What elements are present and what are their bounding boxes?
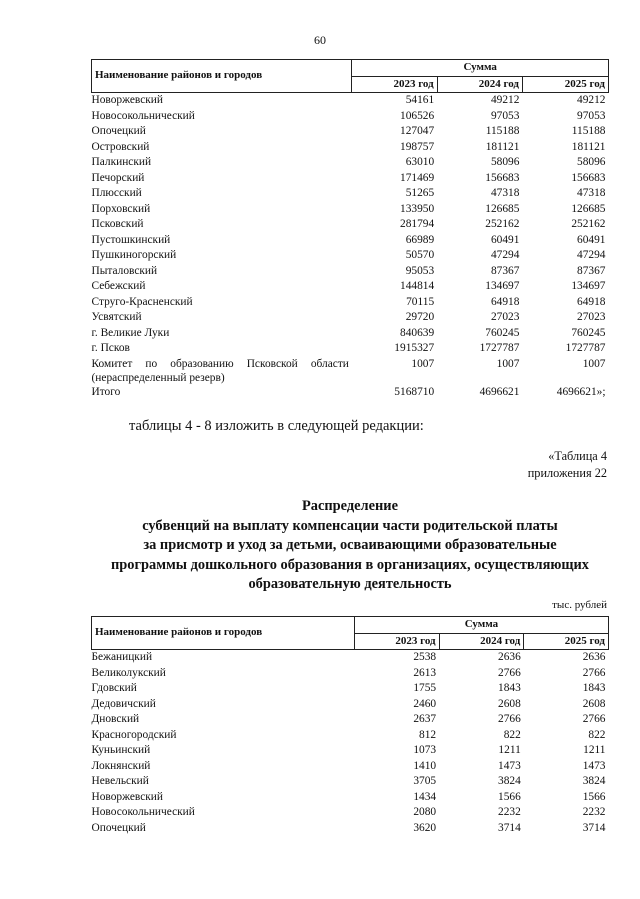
value-2024: 126685 [485,202,520,215]
committee-line2: (нераспределенный резерв) [91,371,225,384]
units-label: тыс. рублей [552,599,607,611]
table-row [92,326,609,342]
table-row [92,140,609,156]
value-2025: 1727787 [565,342,606,354]
table-row [92,217,609,233]
value-2025: 2608 [582,697,606,710]
value-2025: 47318 [577,187,606,199]
row-name: Усвятский [91,311,142,323]
table-row [92,264,609,280]
row-name: Плюсский [91,187,142,199]
total-label: Итого [91,385,121,398]
table-reference-line2: приложения 22 [527,466,607,480]
value-2025: 49212 [577,94,606,106]
value-2025: 2232 [582,806,606,818]
table-row [92,650,609,666]
header-year-2023: 2023 год [352,76,437,93]
value-2025: 1007 [582,357,606,370]
value-2023: 2460 [413,697,437,710]
row-name: Островский [91,140,150,153]
value-2024: 115188 [485,125,520,137]
total-2023: 5168710 [394,385,435,398]
table-row [92,248,609,264]
row-name: Опочецкий [91,125,146,137]
value-2025: 1566 [582,790,606,803]
value-2023: 106526 [400,109,435,122]
row-name: Куньинский [91,744,151,756]
value-2024: 2766 [498,666,521,679]
table-row [92,186,609,202]
value-2023: 70115 [406,295,435,308]
value-2025: 126685 [571,202,606,215]
value-2025: 58096 [577,156,606,168]
value-2024: 1473 [498,759,521,772]
value-2024: 760245 [485,326,520,339]
value-2023: 3620 [413,821,437,834]
value-2023: 133950 [400,202,435,215]
value-2025: 252162 [571,218,606,230]
value-2023: 198757 [400,140,435,153]
value-2023: 3705 [413,775,437,787]
table-reference-line1: «Таблица 4 [548,449,607,463]
row-name: Новоржевский [91,790,163,803]
row-name: Пустошкинский [91,233,171,246]
table-subventions-continued [91,59,609,400]
header-year-2025: 2025 год [522,76,608,93]
value-2025: 3824 [582,775,606,787]
title-line: программы дошкольного образования в организациях, осуществляющих [110,556,590,573]
value-2023: 51265 [405,187,435,199]
row-name: Невельский [91,775,149,787]
value-2024: 2232 [498,806,521,818]
table-row [92,155,609,171]
table-row [92,93,609,109]
value-2024: 252162 [485,218,520,230]
value-2023: 1915327 [394,342,435,354]
value-2023: 50570 [405,249,435,261]
value-2024: 27023 [490,311,520,323]
value-2024: 2608 [498,697,521,710]
value-2023: 281794 [400,218,435,230]
title-line: за присмотр и уход за детьми, осваивающими образовательные [143,537,557,553]
title-line: образовательную деятельность [248,576,452,592]
table-row [92,805,609,821]
value-2024: 64918 [490,295,520,308]
header-sum: Сумма [352,60,609,77]
value-2025: 1211 [583,744,606,756]
table-row [92,295,609,311]
row-name: Палкинский [91,156,152,168]
table-row [92,171,609,187]
row-name: Опочецкий [91,821,146,834]
value-2023: 2080 [413,806,437,818]
value-2023: 63010 [405,156,435,168]
value-2025: 97053 [577,109,606,122]
value-2024: 58096 [490,156,520,168]
value-2025: 760245 [571,326,606,339]
table-row [92,233,609,249]
row-name: Струго-Красненский [91,295,193,308]
value-2023: 66989 [405,233,435,246]
value-2025: 2636 [582,651,606,663]
page-number: 60 [314,33,326,47]
table-row-total [92,385,609,401]
total-2025: 4696621»; [556,385,606,398]
table-row [92,759,609,775]
value-2024: 47318 [490,187,520,199]
table-row [92,821,609,837]
value-2023: 1434 [413,790,437,803]
row-name: Новосокольнический [91,109,195,122]
row-name: Печорский [91,171,145,184]
value-2023: 2637 [413,713,437,725]
value-2023: 1755 [413,682,437,694]
value-2024: 1007 [496,357,520,370]
row-name [92,357,352,385]
header-name: Наименование районов и городов [92,617,355,650]
value-2025: 156683 [571,171,606,184]
header-year-2023: 2023 год [354,633,439,650]
value-2024: 1843 [498,682,521,694]
value-2023: 2538 [413,651,437,663]
value-2025: 64918 [577,295,606,308]
row-name: Новоржевский [91,94,163,106]
table-row [92,124,609,140]
row-name: Дедовичский [91,697,156,710]
value-2023: 812 [419,728,437,741]
value-2024: 3714 [498,821,521,834]
value-2023: 29720 [405,311,435,323]
table-row-committee [92,357,609,385]
row-name: Гдовский [91,682,137,694]
title-line: Распределение [302,498,398,514]
header-name: Наименование районов и городов [92,60,352,93]
value-2025: 115188 [571,125,606,137]
row-name: Новосокольнический [91,806,195,818]
header-year-2025: 2025 год [524,633,609,650]
value-2024: 3824 [498,775,521,787]
table-row [92,279,609,295]
value-2024: 156683 [485,171,520,184]
row-name: Бежаницкий [91,651,153,663]
value-2025: 134697 [571,280,606,292]
header-year-2024: 2024 год [437,76,522,93]
row-name: Великолукский [91,666,166,679]
value-2024: 87367 [490,264,520,277]
value-2024: 181121 [485,140,520,153]
value-2024: 97053 [490,109,520,122]
value-2023: 171469 [400,171,435,184]
table-row [92,310,609,326]
value-2023: 54161 [405,94,435,106]
row-name: Псковский [91,218,144,230]
value-2023: 144814 [400,280,435,292]
value-2023: 95053 [405,264,435,277]
table-row [92,697,609,713]
value-2024: 1727787 [479,342,520,354]
committee-line1: Комитет по образованию Псковской области [91,357,349,370]
value-2025: 822 [588,728,606,741]
value-2024: 49212 [490,94,520,106]
value-2024: 1211 [498,744,521,756]
value-2025: 2766 [582,713,606,725]
table-row [92,790,609,806]
table-row [92,109,609,125]
row-name: Красногородский [91,728,177,741]
total-2024: 4696621 [479,385,520,398]
value-2023: 840639 [400,326,435,339]
value-2024: 47294 [490,249,520,261]
value-2023: 1410 [413,759,437,772]
row-name: Пушкиногорский [91,249,177,261]
row-name: г. Великие Луки [91,326,170,339]
value-2024: 2636 [498,651,521,663]
value-2025: 87367 [577,264,606,277]
value-2024: 60491 [490,233,520,246]
value-2025: 27023 [577,311,606,323]
value-2025: 3714 [582,821,606,834]
value-2024: 1566 [498,790,521,803]
header-sum: Сумма [354,617,608,634]
row-name: Порховский [91,202,151,215]
row-name: Дновский [91,713,140,725]
value-2024: 134697 [485,280,520,292]
document-title [60,497,640,595]
table-row [92,666,609,682]
value-2024: 822 [503,728,521,741]
value-2023: 127047 [400,125,435,137]
value-2024: 2766 [498,713,521,725]
value-2023: 1007 [411,357,435,370]
value-2025: 181121 [571,140,606,153]
row-name: Локнянский [91,759,151,772]
row-name: Себежский [91,280,146,292]
value-2025: 60491 [577,233,606,246]
table-row [92,743,609,759]
table-compensation [91,616,609,836]
row-name: Пыталовский [91,264,158,277]
table-row [92,712,609,728]
title-line: субвенций на выплату компенсации части родительской платы [142,517,558,534]
value-2025: 1473 [582,759,606,772]
value-2025: 1843 [582,682,606,694]
table-row [92,681,609,697]
table-row [92,202,609,218]
table-row [92,774,609,790]
instruction-text: таблицы 4 - 8 изложить в следующей редакции: [129,418,424,434]
value-2025: 2766 [582,666,606,679]
table-row [92,341,609,357]
table-row [92,728,609,744]
value-2023: 2613 [413,666,437,679]
value-2023: 1073 [413,744,437,756]
value-2025: 47294 [577,249,606,261]
header-year-2024: 2024 год [439,633,524,650]
row-name: г. Псков [91,342,130,354]
